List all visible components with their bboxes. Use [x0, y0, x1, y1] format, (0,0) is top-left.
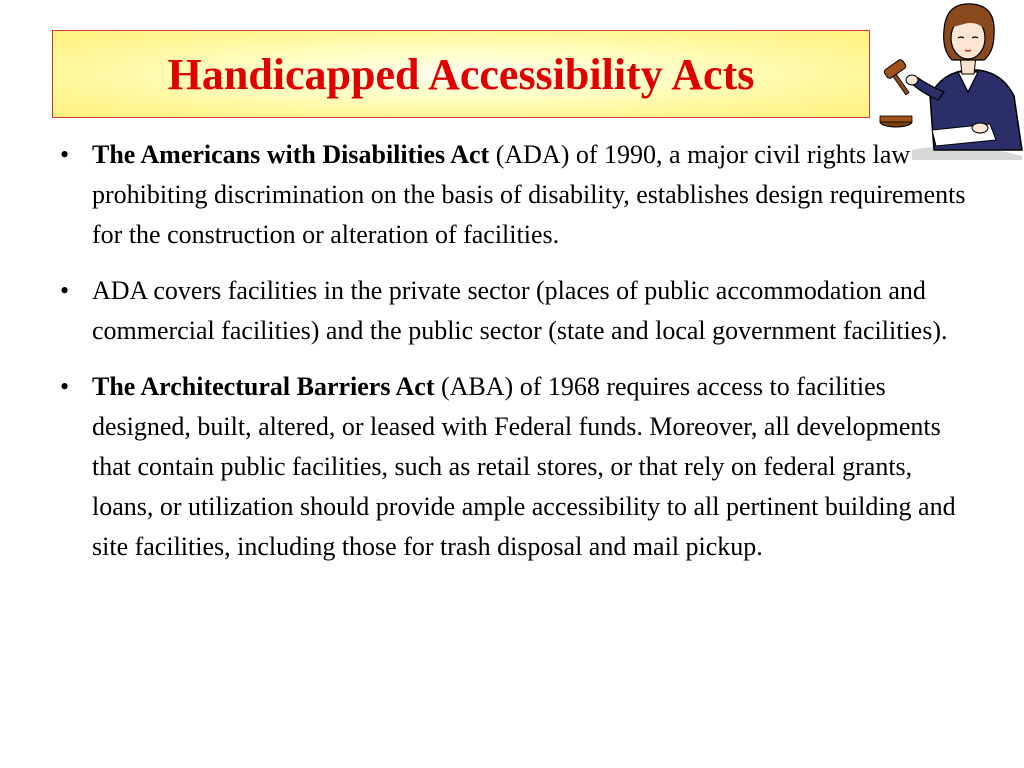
- bullet-ada-coverage: [52, 271, 972, 351]
- slide-title: Handicapped Accessibility Acts: [167, 49, 755, 99]
- bullet-ada: [52, 135, 972, 255]
- bullet-text: (ABA) of 1968 requires access to facilities designed, built, altered, or leased with Federal funds. Moreover, all developments that contain public facilities, such as retail stores, or that rely on federal grants, loans, or utilization should provide ample accessibility to all pertinent building and site facilities, including those for trash disposal and mail pickup.: [92, 372, 956, 561]
- title-banner: [52, 30, 870, 118]
- bullet-bold-term: The Architectural Barriers Act: [92, 372, 435, 401]
- bullet-list: [52, 135, 972, 583]
- bullet-bold-term: The Americans with Disabilities Act: [92, 140, 490, 169]
- bullet-aba: [52, 367, 972, 567]
- bullet-marker: •: [60, 140, 70, 169]
- bullet-text: (ADA) of 1990, a major civil rights law prohibiting discrimination on the basis of disability, establishes design requirements for the construction or alteration of facilities.: [92, 140, 966, 249]
- bullet-marker: •: [60, 372, 70, 401]
- bullet-marker: •: [60, 276, 70, 305]
- bullet-text: ADA covers facilities in the private sector (places of public accommodation and commercial facilities) and the public sector (state and local government facilities).: [92, 276, 948, 345]
